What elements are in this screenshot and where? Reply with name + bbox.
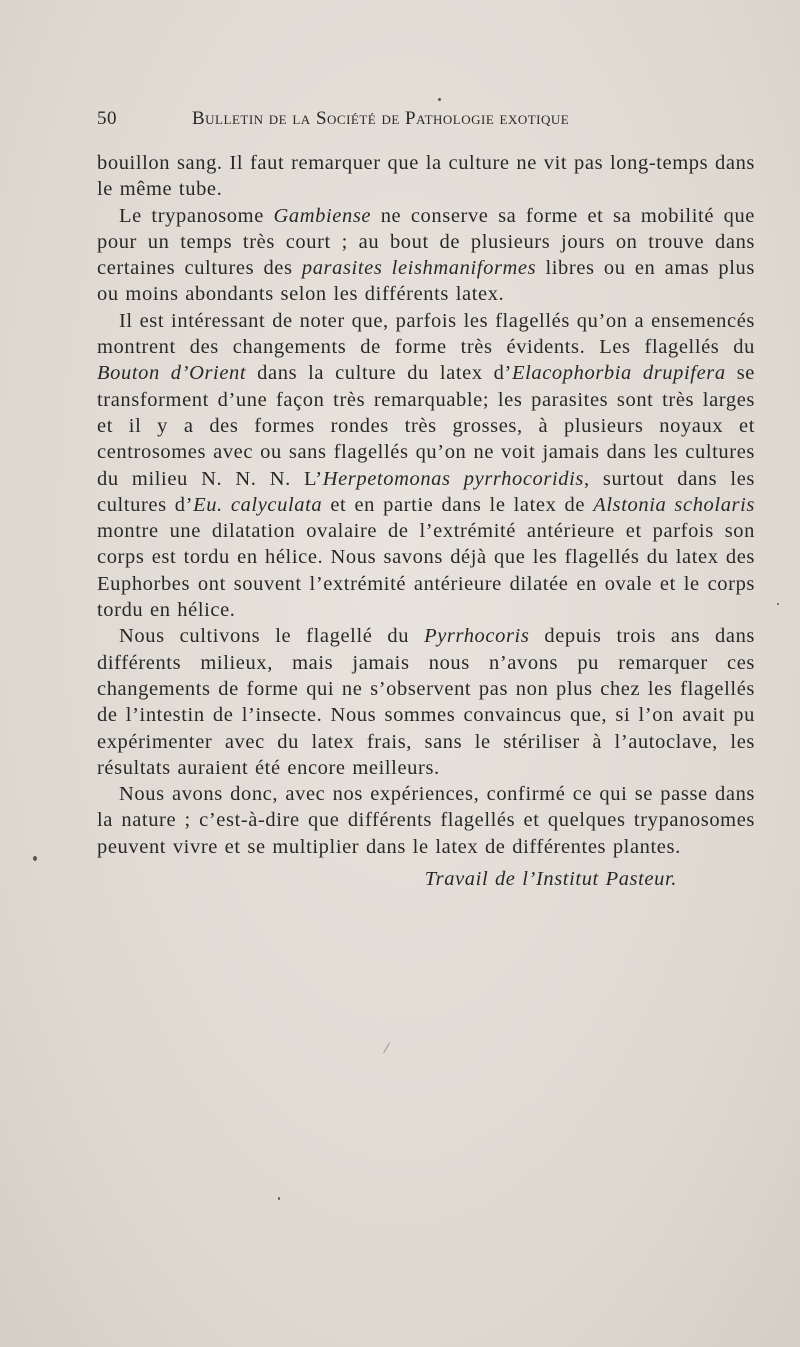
text-run: libres ou en amas plus ou moins abondants selon les différents latex.	[97, 257, 755, 306]
text-run: dans la culture du latex d’	[246, 362, 512, 385]
text-run: Il est intéressant de noter que, parfois les flagellés qu’on a ensemencés montrent des changements de forme très évidents. Les flagellés du	[97, 309, 755, 359]
text-run: Nous cultivons le flagellé du	[119, 625, 425, 648]
text-run: bouillon sang. Il faut remarquer que la culture ne vit pas long-temps dans le même tube.	[97, 152, 755, 201]
text-run: , surtout dans les cultures d’	[97, 467, 755, 516]
text-run: se transforment d’une façon très remarquable; les parasites sont très larges et il y a des formes rondes très grosses, à plusieurs noyaux et centrosomes avec ou sans flagellés qu’on ne voit jamais dans les cultures du milieu N. N. N. L’	[97, 362, 755, 490]
species-name: Elacophorbia drupifera	[511, 362, 726, 385]
text-run: ne conserve sa forme et sa mobilité que pour un temps très court ; au bout de plusieurs jours on trouve dans certaines cultures des	[97, 204, 755, 280]
paper-speck	[383, 1043, 390, 1054]
paragraph-4	[97, 623, 755, 781]
paper-speck	[278, 1197, 280, 1200]
species-name: Eu. calyculata	[193, 493, 323, 516]
paragraph-3	[97, 308, 755, 624]
paragraph-5	[97, 781, 755, 860]
species-name: Gambiense	[273, 204, 372, 227]
running-header	[97, 108, 657, 136]
paragraph-2	[97, 203, 755, 308]
paragraph-1	[97, 150, 755, 203]
paper-speck	[777, 603, 779, 605]
species-name: Pyrrhocoris	[424, 625, 530, 648]
page-number: 50	[97, 108, 117, 129]
paper-speck	[33, 856, 37, 861]
species-name: Herpetomonas pyrrhocoridis	[322, 467, 584, 490]
signature-line: Travail de l’Institut Pasteur.	[424, 868, 677, 891]
species-name: parasites leishmaniformes	[301, 257, 537, 280]
text-run: Nous avons donc, avec nos expériences, confirmé ce qui se passe dans la nature ; c’est-à-dire que différents flagellés et quelques trypanosomes peuvent vivre et se multiplier dans le latex de différentes plantes.	[97, 783, 755, 858]
text-run: montre une dilatation ovalaire de l’extrémité antérieure et parfois son corps est tordu en hélice. Nous savons déjà que les flagellés du latex des Euphorbes ont souvent l’extrémité antérieure dilatée en ovale et le corps tordu en hélice.	[97, 520, 755, 622]
paper-speck	[438, 98, 441, 101]
species-name: Alstonia scholaris	[593, 493, 756, 516]
article-body	[97, 150, 755, 892]
text-run: depuis trois ans dans différents milieux, mais jamais nous n’avons pu remarquer ces changements de forme qui ne s’observent pas non plus chez les flagellés de l’intestin de l’insecte. Nous sommes convaincus que, si l’on avait pu expérimenter avec du latex frais, sans le stériliser à l’autoclave, les résultats auraient été encore meilleurs.	[97, 625, 755, 779]
running-title: Bulletin de la Société de Pathologie exotique	[192, 108, 570, 129]
species-name: Bouton d’Orient	[97, 362, 247, 385]
text-run: Le trypanosome	[119, 204, 274, 227]
text-run: et en partie dans le latex de	[322, 493, 594, 516]
